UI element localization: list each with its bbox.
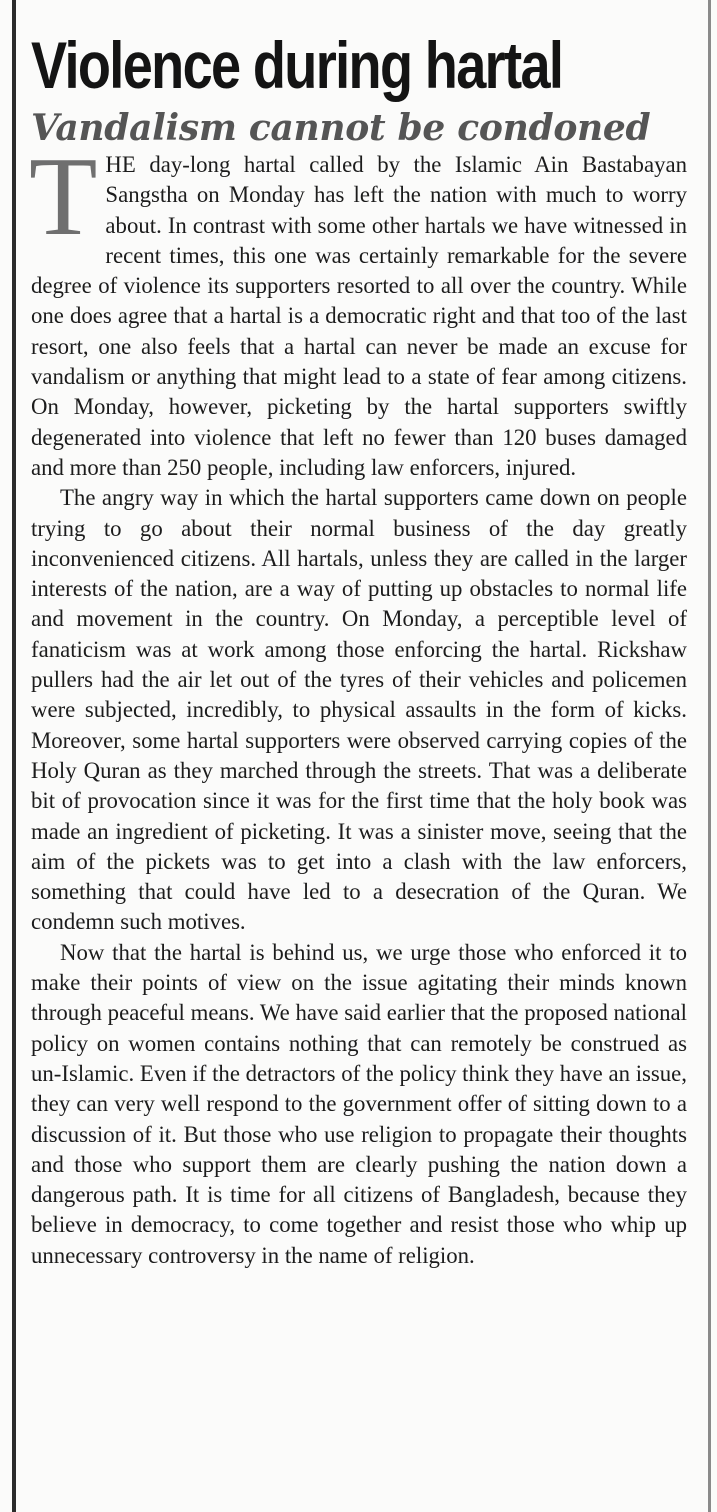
left-column-rule	[12, 0, 16, 1512]
paragraph-2: The angry way in which the hartal supporters came down on people trying to go about their normal business of the day greatly inconvenienced citizens. All hartals, unless they are called in the larger interests of the nation, are a way of putting up obstacles to normal life and movement in the country. On Monday, a perceptible level of fanaticism was at work among those enforcing the hartal. Rickshaw pullers had the air let out of the tyres of their vehicles and policemen were subjected, incredibly, to physical assaults in the form of kicks. Moreover, some hartal supporters were observed carrying copies of the Holy Quran as they marched through the streets. That was a deliberate bit of provocation since it was for the first time that the holy book was made an ingredient of picketing. It was a sinister move, seeing that the aim of the pickets was to get into a clash with the law enforcers, something that could have led to a desecration of the Quran. We condemn such motives.	[31, 485, 687, 935]
paragraph-1	[29, 135, 687, 483]
subheadline: Vandalism cannot be condoned	[31, 107, 651, 149]
article-body	[29, 135, 687, 1271]
editorial-article	[31, 26, 687, 1271]
headline: Violence during hartal	[31, 28, 563, 102]
right-column-rule	[708, 0, 711, 1512]
paragraph-3: Now that the hartal is behind us, we urge those who enforced it to make their points of view on the issue agitating their minds known through peaceful means. We have said earlier that the proposed national policy on women contains nothing that can remotely be construed as un-Islamic. Even if the detractors of the policy think they have an issue, they can very well respond to the government offer of sitting down to a discussion of it. But those who use religion to propagate their thoughts and those who support them are clearly pushing the nation down a dangerous path. It is time for all citizens of Bangladesh, because they believe in democracy, to come together and resist those who whip up unnecessary controversy in the name of religion.	[31, 939, 687, 1268]
paragraph-1-text: HE day-long hartal called by the Islamic Ain Bastabayan Sangstha on Monday has left the nation with much to worry about. In contrast with some other hartals we have witnessed in recent times, this one was certainly remarkable for the severe degree of violence its supporters resorted to all over the country. While one does agree that a hartal is a democratic right and that too of the last resort, one also feels that a hartal can never be made an excuse for vandalism or anything that might lead to a state of fear among citizens. On Monday, however, picketing by the hartal supporters swiftly degenerated into violence that left no fewer than 120 buses damaged and more than 250 people, including law enforcers, injured.	[31, 152, 687, 480]
drop-cap: T	[29, 135, 98, 259]
